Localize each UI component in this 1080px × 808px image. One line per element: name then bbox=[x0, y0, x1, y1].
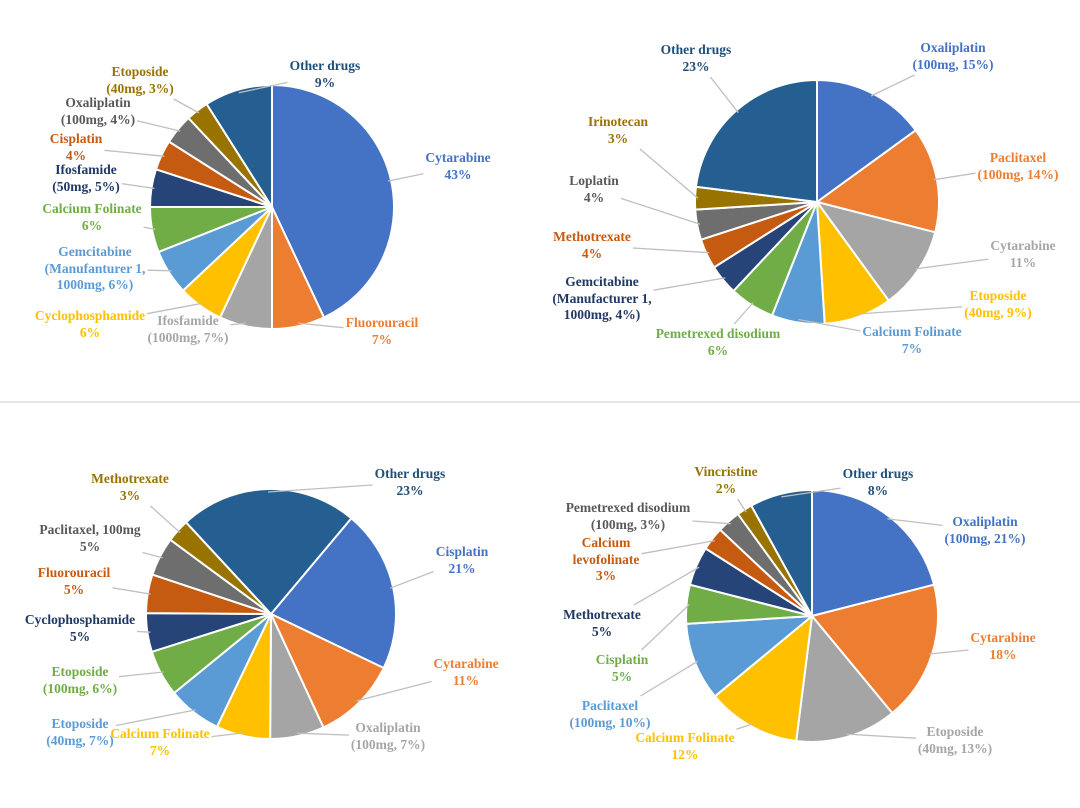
pie-label-line: 4% bbox=[65, 147, 87, 163]
pie-label-line: (Manufacturer 1, bbox=[552, 290, 652, 306]
pie-label-cyclophosphamide bbox=[25, 612, 135, 645]
leader-line-other-drugs bbox=[268, 485, 373, 492]
leader-line-irinotecan bbox=[640, 149, 698, 198]
pie-label-line: (1000mg, 7%) bbox=[147, 329, 229, 345]
pie-label-etoposide-100mg bbox=[43, 664, 117, 697]
pie-label-fluorouracil bbox=[346, 315, 419, 348]
pie-label-methotrexate bbox=[91, 471, 169, 504]
pie-label-line: Fluorouracil bbox=[37, 565, 111, 580]
pie-label-line: levofolinate bbox=[572, 551, 640, 567]
pie-label-line: Etoposide bbox=[51, 664, 109, 679]
pie-svg-top-right bbox=[540, 0, 1080, 404]
pie-label-line: (100mg, 6%) bbox=[42, 680, 118, 696]
pie-chart-top-right bbox=[540, 0, 1080, 404]
pie-label-line: Other drugs bbox=[842, 466, 914, 481]
pie-label-line: 7% bbox=[149, 742, 171, 758]
pie-label-line: 18% bbox=[989, 646, 1017, 662]
pie-label-line: (100mg, 3%) bbox=[590, 516, 666, 532]
pie-label-line: Cytarabine bbox=[433, 656, 499, 671]
leader-line-etoposide-40mg bbox=[116, 710, 196, 726]
pie-label-line: 11% bbox=[1009, 254, 1037, 270]
leader-line-cytarabine bbox=[388, 174, 423, 181]
pie-label-line: 8% bbox=[867, 482, 889, 498]
pie-label-pemetrexed-disodium-100mg bbox=[566, 500, 691, 533]
leader-line-loplatin bbox=[621, 198, 700, 224]
pie-chart-bottom-left bbox=[0, 404, 540, 808]
leader-line-methotrexate bbox=[633, 248, 709, 253]
pie-label-line: Etoposide bbox=[969, 288, 1027, 303]
pie-label-line: 3% bbox=[607, 130, 629, 146]
pie-label-cisplatin bbox=[50, 131, 103, 164]
pie-label-line: Paclitaxel bbox=[581, 698, 639, 713]
pie-label-line: 23% bbox=[682, 58, 710, 74]
pie-label-line: (100mg, 14%) bbox=[977, 166, 1059, 182]
pie-chart-bottom-right bbox=[540, 404, 1080, 808]
pie-label-gemcitabine-manufacturer-1-1000mg bbox=[552, 274, 651, 324]
pie-label-line: Cisplatin bbox=[595, 652, 649, 667]
pie-label-line: (40mg, 3%) bbox=[106, 80, 174, 96]
pie-label-cytarabine bbox=[433, 656, 498, 689]
pie-label-oxaliplatin-100mg bbox=[945, 514, 1026, 547]
pie-label-other-drugs bbox=[661, 42, 732, 75]
pie-label-line: Ifosfamide bbox=[55, 162, 117, 177]
pie-label-line: Calcium bbox=[581, 535, 631, 550]
leader-line-fluorouracil bbox=[113, 588, 151, 594]
pie-label-line: Pemetrexed disodium bbox=[655, 326, 781, 341]
pie-label-line: Gemcitabine bbox=[58, 244, 132, 259]
pie-label-line: 3% bbox=[595, 568, 617, 583]
pie-label-line: 12% bbox=[671, 746, 699, 762]
leader-line-etoposide-100mg bbox=[119, 672, 164, 677]
pie-label-line: 11% bbox=[452, 672, 480, 688]
pie-label-line: Cytarabine bbox=[425, 150, 491, 165]
pie-label-cytarabine bbox=[425, 150, 490, 183]
pie-label-line: 5% bbox=[63, 581, 85, 597]
pie-label-line: Cytarabine bbox=[970, 630, 1036, 645]
pie-label-line: 5% bbox=[79, 538, 101, 554]
pie-label-ifosfamide-50mg bbox=[52, 162, 120, 195]
pie-label-methotrexate bbox=[563, 607, 641, 640]
pie-label-line: Cyclophosphamide bbox=[24, 612, 136, 627]
pie-label-line: 7% bbox=[901, 340, 923, 356]
pie-label-line: 23% bbox=[396, 482, 424, 498]
leader-line-gemcitabine-manufacturer-1-1000mg bbox=[654, 278, 726, 290]
pie-label-line: (100mg, 15%) bbox=[912, 56, 994, 72]
leader-line-etoposide-40mg bbox=[174, 99, 199, 113]
pie-label-line: (40mg, 13%) bbox=[917, 740, 993, 756]
pie-label-calcium-folinate bbox=[635, 730, 734, 763]
pie-label-line: Calcium Folinate bbox=[110, 726, 210, 741]
pie-label-line: Calcium Folinate bbox=[862, 324, 962, 339]
pie-svg-bottom-right bbox=[540, 404, 1080, 808]
leader-line-gemcitabine-manufanturer-1-1000mg bbox=[148, 270, 172, 271]
pie-label-other-drugs bbox=[290, 58, 361, 91]
pie-label-gemcitabine-manufanturer-1-1000mg bbox=[45, 244, 146, 294]
pie-label-line: 2% bbox=[715, 480, 737, 496]
leader-line-cisplatin bbox=[642, 604, 690, 650]
pie-label-line: 43% bbox=[444, 166, 472, 182]
pie-label-line: Other drugs bbox=[289, 58, 361, 73]
leader-line-cisplatin bbox=[390, 572, 433, 589]
pie-label-cyclophosphamide bbox=[35, 308, 145, 341]
pie-label-cytarabine bbox=[970, 630, 1035, 663]
pie-label-line: 5% bbox=[611, 668, 633, 684]
pie-label-line: Irinotecan bbox=[588, 114, 648, 129]
pie-label-line: 9% bbox=[314, 74, 336, 90]
pie-label-line: Cytarabine bbox=[990, 238, 1056, 253]
pie-label-cisplatin bbox=[436, 544, 489, 577]
leader-line-etoposide-40mg bbox=[846, 734, 916, 738]
pie-label-line: 21% bbox=[448, 560, 476, 576]
leader-line-paclitaxel-100mg bbox=[641, 661, 698, 696]
pie-label-etoposide-40mg bbox=[46, 716, 114, 749]
leader-line-ifosfamide-50mg bbox=[122, 184, 155, 189]
leader-line-methotrexate bbox=[151, 506, 181, 533]
pie-label-paclitaxel-100mg bbox=[978, 150, 1059, 183]
pie-label-etoposide-40mg bbox=[964, 288, 1032, 321]
leader-line-other-drugs bbox=[710, 77, 738, 113]
pie-label-cisplatin bbox=[596, 652, 649, 685]
pie-label-line: 3% bbox=[119, 487, 141, 503]
leader-line-oxaliplatin-100mg bbox=[137, 121, 180, 131]
pie-label-line: Paclitaxel, 100mg bbox=[39, 522, 141, 537]
leader-line-oxaliplatin-100mg bbox=[871, 75, 915, 96]
pie-label-etoposide-40mg bbox=[918, 724, 992, 757]
leader-line-cytarabine bbox=[915, 259, 988, 269]
pie-label-oxaliplatin-100mg bbox=[913, 40, 994, 73]
pie-label-line: Etoposide bbox=[111, 64, 169, 79]
pie-label-line: (100mg, 10%) bbox=[569, 714, 651, 730]
pie-label-line: (50mg, 5%) bbox=[52, 178, 120, 194]
pie-label-line: Oxaliplatin bbox=[65, 95, 131, 110]
pie-label-cytarabine bbox=[990, 238, 1055, 271]
pie-label-calcium-folinate bbox=[42, 201, 141, 234]
pie-label-fluorouracil bbox=[38, 565, 111, 598]
pie-label-line: Cisplatin bbox=[435, 544, 489, 559]
pie-label-line: Methotrexate bbox=[553, 229, 631, 244]
leader-line-cyclophosphamide bbox=[137, 632, 150, 633]
leader-line-pemetrexed-disodium-100mg bbox=[693, 521, 731, 524]
pie-label-line: 1000mg, 4%) bbox=[563, 307, 641, 322]
pie-label-line: Oxaliplatin bbox=[920, 40, 986, 55]
pie-label-line: 5% bbox=[591, 623, 613, 639]
pie-label-line: Calcium Folinate bbox=[635, 730, 735, 745]
leader-line-pemetrexed-disodium bbox=[734, 303, 753, 325]
pie-label-calcium-levofolinate bbox=[573, 535, 640, 585]
pie-label-line: 6% bbox=[81, 217, 103, 233]
pie-label-line: (Manufanturer 1, bbox=[44, 260, 146, 276]
pie-chart-top-left bbox=[0, 0, 540, 404]
pie-label-line: Etoposide bbox=[51, 716, 109, 731]
pie-label-calcium-folinate bbox=[110, 726, 209, 759]
pie-label-pemetrexed-disodium bbox=[656, 326, 781, 359]
pie-label-line: Cyclophosphamide bbox=[34, 308, 146, 323]
pie-label-oxaliplatin-100mg bbox=[351, 720, 425, 753]
pie-label-line: (100mg, 7%) bbox=[350, 736, 426, 752]
pie-slice-other-drugs bbox=[696, 80, 817, 202]
pie-label-line: Etoposide bbox=[926, 724, 984, 739]
pie-label-line: Methotrexate bbox=[91, 471, 169, 486]
pie-label-ifosfamide-1000mg bbox=[148, 313, 229, 346]
pie-label-paclitaxel-100mg bbox=[570, 698, 651, 731]
leader-line-paclitaxel-100mg bbox=[934, 173, 976, 180]
pie-label-line: Vincristine bbox=[694, 464, 758, 479]
pie-label-line: Paclitaxel bbox=[989, 150, 1047, 165]
pie-label-paclitaxel-100mg bbox=[39, 522, 140, 555]
pie-label-other-drugs bbox=[843, 466, 914, 499]
pie-label-irinotecan bbox=[588, 114, 648, 147]
pie-label-line: Methotrexate bbox=[563, 607, 641, 622]
pie-label-line: (100mg, 4%) bbox=[60, 111, 136, 127]
pie-label-line: (100mg, 21%) bbox=[944, 530, 1026, 546]
pie-label-line: 6% bbox=[707, 342, 729, 358]
pie-label-line: Oxaliplatin bbox=[355, 720, 421, 735]
pie-label-line: Ifosfamide bbox=[157, 313, 219, 328]
panel-divider bbox=[0, 401, 1080, 403]
pie-label-line: 1000mg, 6%) bbox=[56, 277, 134, 292]
pie-label-loplatin bbox=[569, 173, 619, 206]
pie-label-line: Other drugs bbox=[660, 42, 732, 57]
pie-label-line: 5% bbox=[69, 628, 91, 644]
pie-label-line: (40mg, 7%) bbox=[46, 732, 114, 748]
pie-label-line: (40mg, 9%) bbox=[964, 304, 1032, 320]
pie-label-line: Other drugs bbox=[374, 466, 446, 481]
pie-label-vincristine bbox=[694, 464, 757, 497]
pie-label-other-drugs bbox=[375, 466, 446, 499]
pie-label-etoposide-40mg bbox=[106, 64, 174, 97]
pie-label-line: Gemcitabine bbox=[565, 274, 639, 289]
pie-label-line: Oxaliplatin bbox=[952, 514, 1018, 529]
pie-label-line: 7% bbox=[371, 331, 393, 347]
pie-label-line: Calcium Folinate bbox=[42, 201, 142, 216]
pie-label-line: Cisplatin bbox=[49, 131, 103, 146]
pie-label-line: 4% bbox=[581, 245, 603, 261]
pie-label-methotrexate bbox=[553, 229, 631, 262]
pie-label-line: Loplatin bbox=[569, 173, 619, 188]
pie-label-line: 4% bbox=[583, 189, 605, 205]
pie-label-oxaliplatin-100mg bbox=[61, 95, 135, 128]
pie-label-line: Fluorouracil bbox=[345, 315, 419, 330]
pie-label-calcium-folinate bbox=[862, 324, 961, 357]
leader-line-cisplatin bbox=[105, 150, 165, 156]
pie-label-line: 6% bbox=[79, 324, 101, 340]
pie-label-line: Pemetrexed disodium bbox=[565, 500, 691, 515]
leader-line-cytarabine bbox=[929, 650, 969, 654]
